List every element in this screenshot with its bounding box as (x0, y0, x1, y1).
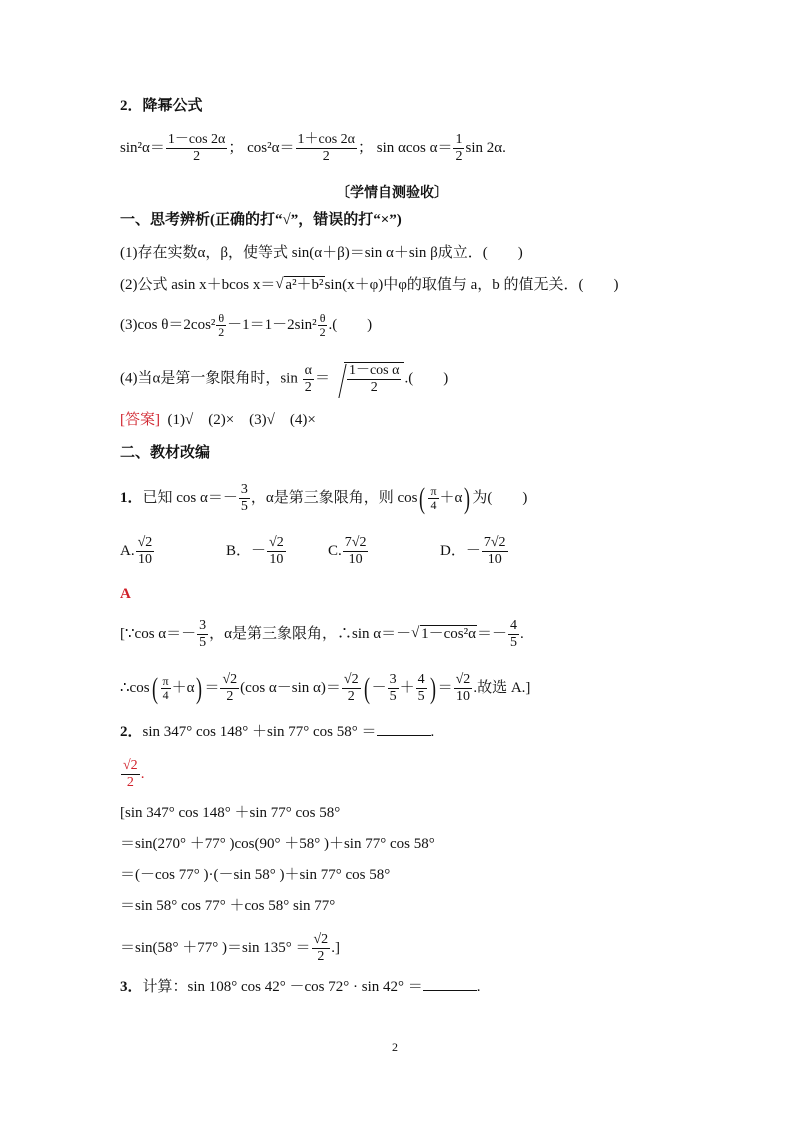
sin2-lhs: sin²α＝ (120, 139, 165, 156)
question-4: (4)当α是第一象限角时，sin $\frac{\alpha}{2}$ ＝ $\frac{\text{1－cos α}}{2}$ .( ) (120, 362, 449, 395)
option-c: C. $\frac{7√2}{10}$ (328, 535, 367, 567)
solution-2-line1: [sin 347° cos 148° ＋sin 77° cos 58° (120, 805, 341, 821)
problem-2-answer: $\frac{√2}{2}$ . (123, 758, 145, 790)
question-1: (1)存在实数α，β，使等式 sin(α＋β)＝sin α＋sin β成立．( ) (120, 245, 523, 261)
answer-label: [答案] (120, 412, 160, 428)
answer-blank (377, 723, 431, 736)
answer-blank (423, 978, 477, 991)
question-2: (2)公式 asin x＋bcos x＝√ a²＋b²sin(x＋φ)中φ的取值与 a，b 的值无关．( ) (120, 275, 619, 295)
solution-2-line2: ＝sin(270° ＋77° )cos(90° ＋58° )＋sin 77° cos 58° (120, 836, 435, 852)
half-fraction: $\frac{1}{2}$ (455, 132, 463, 164)
answer-text: (1)√ (2)× (3)√ (4)× (167, 412, 316, 428)
power-reduction-formulas: sin²α＝ $\frac{1-\cos 2\alpha}{2}$ ； cos²α＝ $\frac{1+\cos 2\alpha}{2}$ ； sin αcos α＝ $\frac{1}{2}$ sin 2α. (120, 132, 506, 164)
solution-2-line5: ＝sin(58° ＋77° )＝sin 135° ＝ $\frac{√2}{2}$ .] (120, 932, 340, 964)
cos2-lhs: cos²α＝ (247, 139, 295, 156)
answer-line (120, 410, 316, 430)
option-b: B．－ $\frac{√2}{10}$ (226, 535, 284, 567)
product-lhs: sin αcos α＝ (376, 139, 453, 156)
problem-3: 3．计算：sin 108° cos 42° －cos 72° · sin 42° ＝ . (120, 979, 481, 995)
heading: 2．降幂公式 (120, 98, 203, 114)
solution-1-line1: [∵cos α＝－ $\frac{3}{5}$ ，α是第三象限角，∴sin α＝－√ 1－cos²α＝－ $\frac{4}{5}$ . (120, 618, 524, 651)
page-number: 2 (392, 1040, 398, 1054)
solution-2-line4: ＝sin 58° cos 77° ＋cos 58° sin 77° (120, 898, 336, 914)
problem-1-answer: A (120, 586, 131, 602)
sqrt-a2-b2: √ a²＋b² (275, 275, 324, 295)
part1-title: 一、思考辨析(正确的打“√”，错误的打“×”) (120, 212, 402, 228)
part2-title: 二、教材改编 (120, 445, 211, 461)
problem-1: 1．已知 cos α＝－ $\frac{3}{5}$ ，α是第三象限角，则 cos( $\frac{\pi}{4}$ ＋α) 为( ) (120, 481, 528, 515)
problem-2: 2．sin 347° cos 148° ＋sin 77° cos 58° ＝ . (120, 724, 435, 740)
section-title: 〔学情自测验收〕 (336, 185, 448, 201)
option-a: A. $\frac{√2}{10}$ (120, 535, 153, 567)
question-3: (3)cos θ＝2cos² $\frac{\theta}{2}$ －1＝1－2sin² $\frac{\theta}{2}$ .( ) (120, 311, 373, 339)
solution-1-line2: ∴cos( $\frac{\pi}{4}$ ＋α) ＝ $\frac{√2}{2}$ (cos α－sin α)＝ $\frac{√2}{2}$ ( － $\frac{3}{5}$ ＋ $\frac{4}{5}$ ) ＝ $\frac{√2}{10}$ .故选 A.] (120, 671, 531, 705)
option-d: D．－ $\frac{7√2}{10}$ (440, 535, 506, 567)
sqrt-half-angle: $\frac{\text{1－cos α}}{2}$ (330, 362, 405, 396)
cos2-fraction: $\frac{1+\cos 2\alpha}{2}$ (297, 132, 355, 164)
sin2-fraction: $\frac{1-\cos 2\alpha}{2}$ (167, 132, 226, 164)
solution-2-line3: ＝(－cos 77° )·(－sin 58° )＋sin 77° cos 58° (120, 867, 391, 883)
